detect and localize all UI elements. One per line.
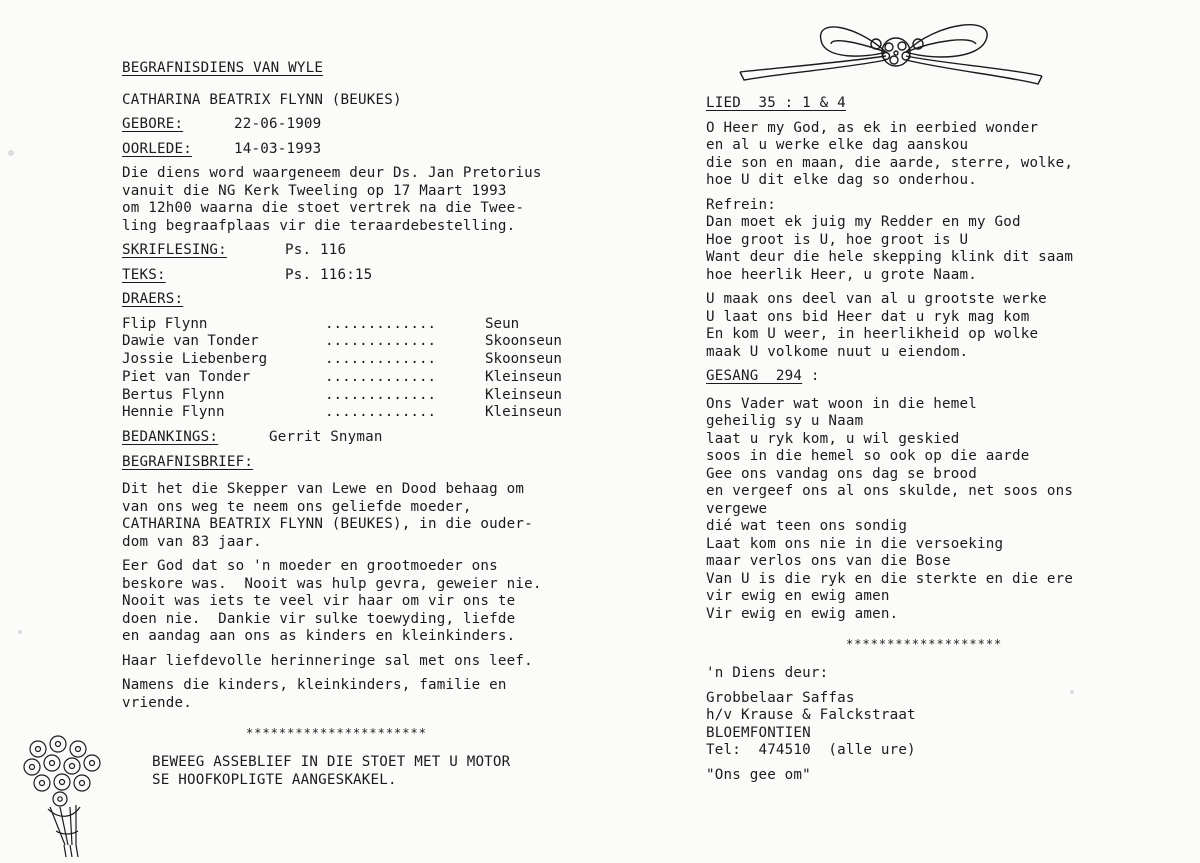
list-item (122, 351, 622, 369)
list-item (122, 333, 622, 351)
prayer-line: geheilig sy u Naam (706, 413, 864, 429)
left-column (122, 60, 622, 789)
scripture-row (122, 242, 622, 260)
list-item (122, 369, 622, 387)
letter-line: vriende. (122, 694, 192, 711)
funeral-company (706, 690, 1176, 760)
letter-label: BEGRAFNISBRIEF: (122, 453, 254, 470)
letter-line: Nooit was iets te veel vir haar om vir ons te (122, 593, 516, 610)
bearer-name: Dawie van Tonder (122, 333, 259, 350)
hymn-line: hoe U dit elke dag so onderhou. (706, 172, 977, 188)
prayer-line: vergewe (706, 500, 768, 517)
hymn1-verse1 (706, 120, 1176, 190)
stars-divider: ******************* (846, 637, 1003, 651)
hymn-line: O Heer my God, as ek in eerbied wonder (706, 119, 1039, 136)
hymn-line: maak U volkome nuut u eiendom. (706, 343, 969, 360)
bearer-relation: Kleinseun (485, 368, 562, 385)
ribbon-bow-icon (736, 10, 1050, 90)
born-row (122, 116, 622, 134)
thanks-label: BEDANKINGS: (122, 429, 219, 446)
company-slogan: "Ons gee om" (706, 766, 811, 783)
company-line: Grobbelaar Saffas (706, 689, 855, 706)
hymn1-label: LIED 35 : 1 & 4 (706, 95, 846, 111)
bearer-relation: Kleinseun (485, 404, 562, 421)
letter-line: en aandag aan ons as kinders en kleinkinders. (122, 628, 516, 645)
prayer-line: Gee ons vandag ons dag se brood (706, 465, 977, 482)
thanks-value: Gerrit Snyman (269, 429, 383, 446)
letter-line: CATHARINA BEATRIX FLYNN (BEUKES), in die ouder- (122, 516, 533, 533)
bearer-dots: ............. (325, 404, 437, 421)
lords-prayer (706, 396, 1176, 624)
prayer-line: vir ewig en ewig amen (706, 588, 890, 604)
hymn2-heading (706, 368, 1176, 386)
prayer-line: Ons Vader wat woon in die hemel (706, 395, 977, 412)
bearer-name: Piet van Tonder (122, 368, 251, 385)
letter-line: beskore was. Nooit was hulp gevra, geweier nie. (122, 575, 542, 592)
bearer-dots: ............. (325, 315, 437, 332)
list-item (122, 387, 622, 405)
prayer-line: Vir ewig en ewig amen. (706, 605, 899, 622)
paper-speck (18, 630, 22, 634)
born-label: GEBORE: (122, 116, 184, 132)
thanks-row (122, 429, 622, 447)
bearer-dots: ............. (325, 351, 437, 368)
flower-bouquet-icon (20, 735, 110, 860)
died-row (122, 141, 622, 159)
list-item (122, 316, 622, 334)
bearer-name: Flip Flynn (122, 315, 208, 332)
service-line: ling begraafplaas vir die teraardebestelling. (122, 217, 516, 234)
text-value: Ps. 116:15 (285, 266, 373, 283)
hymn-line: En kom U weer, in heerlikheid op wolke (706, 326, 1039, 342)
company-line: BLOEMFONTIEN (706, 724, 811, 741)
deceased-name: CATHARINA BEATRIX FLYNN (BEUKES) (122, 91, 402, 108)
bearer-dots: ............. (325, 368, 437, 385)
prayer-line: Laat kom ons nie in die versoeking (706, 535, 1004, 552)
refrain (706, 214, 1176, 284)
stars-divider: ********************** (246, 726, 427, 741)
bearer-name: Jossie Liebenberg (122, 351, 268, 368)
prayer-line: dié wat teen ons sondig (706, 518, 908, 534)
paper-speck (8, 150, 14, 156)
hymn-line: en al u werke elke dag aanskou (706, 137, 969, 153)
letter-line: van ons weg te neem ons geliefde moeder, (122, 498, 472, 515)
service-line: Die diens word waargeneem deur Ds. Jan Pretorius (122, 165, 542, 181)
letter-paragraph-4 (122, 677, 622, 712)
letter-line: Dit het die Skepper van Lewe en Dood behaag om (122, 481, 525, 498)
notice-line: BEWEEG ASSEBLIEF IN DIE STOET MET U MOTOR (152, 754, 511, 771)
list-item (122, 404, 622, 422)
bearer-dots: ............. (325, 333, 437, 350)
text-label: TEKS: (122, 266, 166, 283)
service-by-label: 'n Diens deur: (706, 665, 829, 681)
letter-line: Eer God dat so 'n moeder en grootmoeder ons (122, 558, 498, 575)
refrain-label: Refrein: (706, 196, 776, 213)
letter-line: doen nie. Dankie vir sulke toewyding, liefde (122, 610, 516, 627)
bearers-label: DRAERS: (122, 291, 184, 307)
hymn2-colon: : (802, 368, 820, 384)
bearers-list (122, 316, 622, 423)
text-row (122, 267, 622, 285)
service-line: om 12h00 waarna die stoet vertrek na die Twee- (122, 200, 525, 216)
hymn1-verse4 (706, 291, 1176, 361)
letter-paragraph-2 (122, 558, 622, 646)
hymn-line: U laat ons bid Heer dat u ryk mag kom (706, 308, 1030, 325)
scripture-label: SKRIFLESING: (122, 242, 227, 258)
company-line: Tel: 474510 (alle ure) (706, 742, 916, 758)
company-line: h/v Krause & Falckstraat (706, 707, 916, 723)
hymn-line: Hoe groot is U, hoe groot is U (706, 231, 969, 248)
born-value: 22-06-1909 (234, 116, 322, 132)
prayer-line: laat u ryk kom, u wil geskied (706, 430, 960, 447)
right-column (706, 95, 1176, 784)
scripture-value: Ps. 116 (285, 242, 347, 258)
procession-notice (122, 754, 622, 789)
page-heading: BEGRAFNISDIENS VAN WYLE (122, 60, 324, 76)
bearer-name: Hennie Flynn (122, 404, 225, 421)
letter-paragraph-3: Haar liefdevolle herinneringe sal met ons leef. (122, 652, 533, 669)
prayer-line: soos in die hemel so ook op die aarde (706, 448, 1030, 464)
prayer-line: Van U is die ryk en die sterkte en die ere (706, 570, 1074, 587)
bearer-relation: Kleinseun (485, 386, 562, 403)
bearer-dots: ............. (325, 386, 437, 403)
notice-line: SE HOOFKOPLIGTE AANGESKAKEL. (152, 771, 397, 788)
bearer-relation: Skoonseun (485, 333, 562, 350)
hymn2-label: GESANG 294 (706, 368, 803, 384)
hymn-line: Want deur die hele skepping klink dit saam (706, 249, 1074, 265)
died-label: OORLEDE: (122, 140, 192, 157)
died-value: 14-03-1993 (234, 140, 322, 157)
paper-speck (1070, 690, 1074, 694)
hymn-line: Dan moet ek juig my Redder en my God (706, 214, 1021, 230)
prayer-line: maar verlos ons van die Bose (706, 553, 951, 569)
hymn-line: die son en maan, die aarde, sterre, wolke, (706, 154, 1074, 171)
letter-line: Namens die kinders, kleinkinders, familie en (122, 677, 507, 694)
bearer-relation: Skoonseun (485, 351, 562, 368)
bearer-name: Bertus Flynn (122, 386, 225, 403)
service-line: vanuit die NG Kerk Tweeling op 17 Maart 1993 (122, 182, 507, 199)
letter-line: dom van 83 jaar. (122, 533, 262, 550)
hymn-line: hoe heerlik Heer, u grote Naam. (706, 266, 977, 283)
letter-paragraph-1 (122, 481, 622, 551)
hymn-line: U maak ons deel van al u grootste werke (706, 291, 1047, 307)
prayer-line: en vergeef ons al ons skulde, net soos ons (706, 483, 1074, 499)
service-paragraph (122, 165, 622, 235)
bearer-relation: Seun (485, 315, 520, 332)
